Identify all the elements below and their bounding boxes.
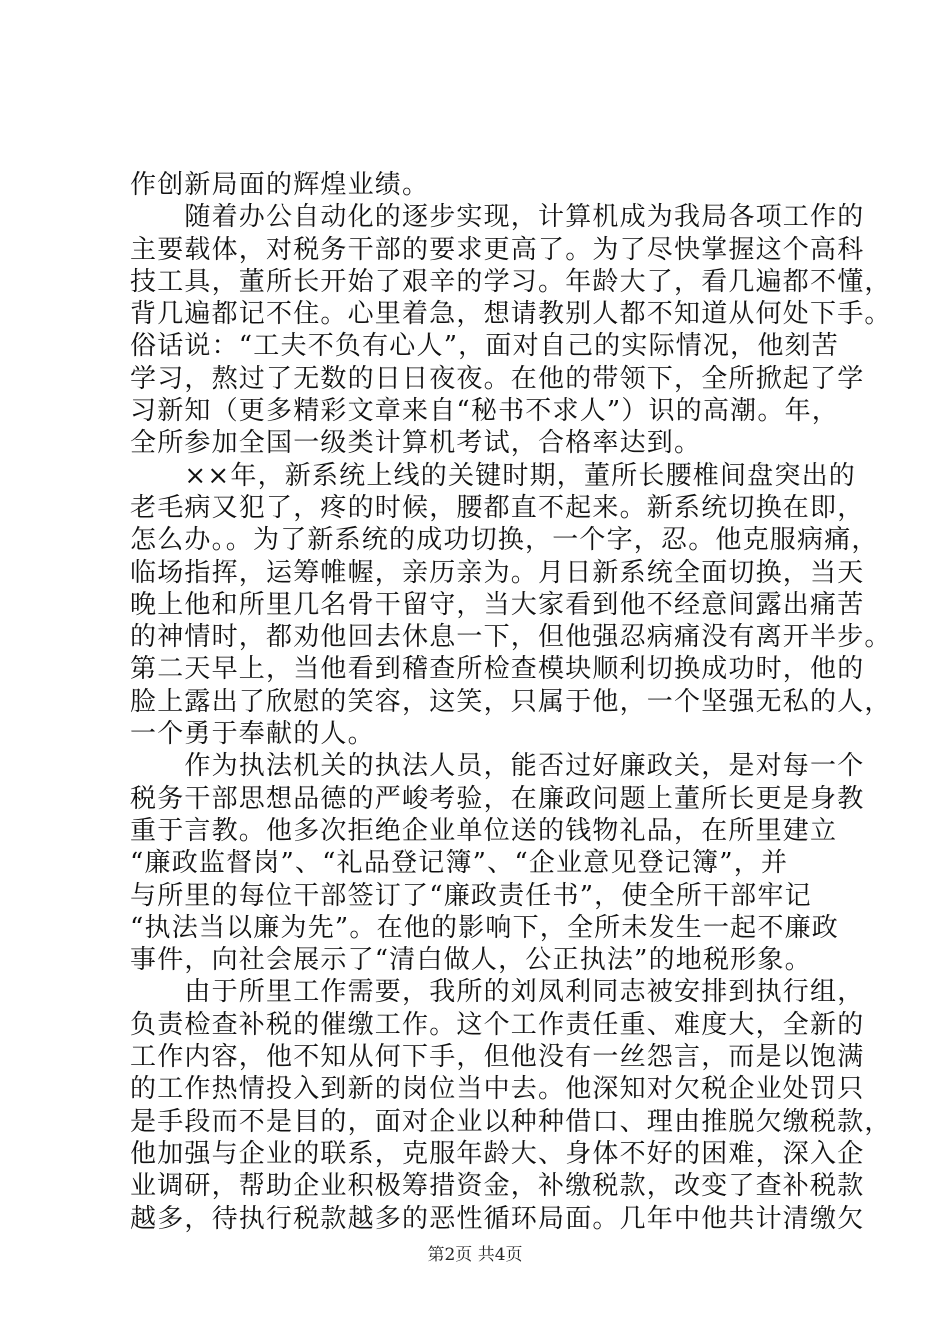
text-line: 全所参加全国一级类计算机考试，合格率达到。 — [130, 428, 702, 459]
text-line: 随着办公自动化的逐步实现，计算机成为我局各项工作的 — [130, 202, 865, 233]
text-line: 老毛病又犯了，疼的时候，腰都直不起来。新系统切换在即， — [130, 492, 865, 523]
text-line: 脸上露出了欣慰的笑容，这笑，只属于他，一个坚强无私的人， — [130, 686, 892, 717]
text-line: 与所里的每位干部签订了“廉政责任书”，使全所干部牢记 — [130, 880, 812, 911]
text-line: 临场指挥，运筹帷幄，亲历亲为。月日新系统全面切换，当天 — [130, 557, 865, 588]
text-line: 事件，向社会展示了“清白做人，公正执法”的地税形象。 — [130, 945, 812, 976]
text-line: 税务干部思想品德的严峻考验，在廉政问题上董所长更是身教 — [130, 783, 865, 814]
text-line: 重于言教。他多次拒绝企业单位送的钱物礼品，在所里建立 — [130, 815, 838, 846]
text-line: 由于所里工作需要，我所的刘凤利同志被安排到执行组， — [130, 977, 865, 1008]
text-line: 作为执法机关的执法人员，能否过好廉政关，是对每一个 — [130, 751, 865, 782]
text-line: 第二天早上，当他看到稽查所检查模块顺利切换成功时，他的 — [130, 654, 865, 685]
text-line: 负责检查补税的催缴工作。这个工作责任重、难度大，全新的 — [130, 1009, 865, 1040]
text-line: 技工具，董所长开始了艰辛的学习。年龄大了，看几遍都不懂， — [130, 266, 892, 297]
text-line: 越多，待执行税款越多的恶性循环局面。几年中他共计清缴欠 — [130, 1203, 865, 1234]
page-number-footer: 第2页 共4页 — [427, 1245, 523, 1265]
text-line: 他加强与企业的联系，克服年龄大、身体不好的困难，深入企 — [130, 1138, 865, 1169]
text-line: 学习，熬过了无数的日日夜夜。在他的带领下，全所掀起了学 — [130, 363, 865, 394]
text-line: 工作内容，他不知从何下手，但他没有一丝怨言，而是以饱满 — [130, 1042, 865, 1073]
text-line: ××年，新系统上线的关键时期，董所长腰椎间盘突出的 — [130, 460, 856, 491]
text-line: “廉政监督岗”、“礼品登记簿”、“企业意见登记簿”，并 — [130, 848, 789, 879]
text-line: 主要载体，对税务干部的要求更高了。为了尽快掌握这个高科 — [130, 234, 865, 265]
text-line: 业调研，帮助企业积极筹措资金，补缴税款，改变了查补税款 — [130, 1171, 865, 1202]
text-line: 怎么办。。为了新系统的成功切换，一个字，忍。他克服病痛， — [130, 525, 879, 556]
text-line: 俗话说：“工夫不负有心人”，面对自己的实际情况，他刻苦 — [130, 331, 839, 362]
text-line: 的工作热情投入到新的岗位当中去。他深知对欠税企业处罚只 — [130, 1074, 865, 1105]
text-line: 是手段而不是目的，面对企业以种种借口、理由推脱欠缴税款， — [130, 1106, 892, 1137]
text-line: 背几遍都记不住。心里着急，想请教别人都不知道从何处下手。 — [130, 299, 892, 330]
text-line: 晚上他和所里几名骨干留守，当大家看到他不经意间露出痛苦 — [130, 589, 865, 620]
body-text — [130, 169, 892, 1235]
text-line: “执法当以廉为先”。在他的影响下，全所未发生一起不廉政 — [130, 912, 839, 943]
text-line: 习新知（更多精彩文章来自“秘书不求人”）识的高潮。年， — [130, 396, 839, 427]
text-line: 一个勇于奉献的人。 — [130, 719, 375, 750]
text-line: 的神情时，都劝他回去休息一下，但他强忍病痛没有离开半步。 — [130, 622, 892, 653]
text-line: 作创新局面的辉煌业绩。 — [130, 170, 430, 200]
